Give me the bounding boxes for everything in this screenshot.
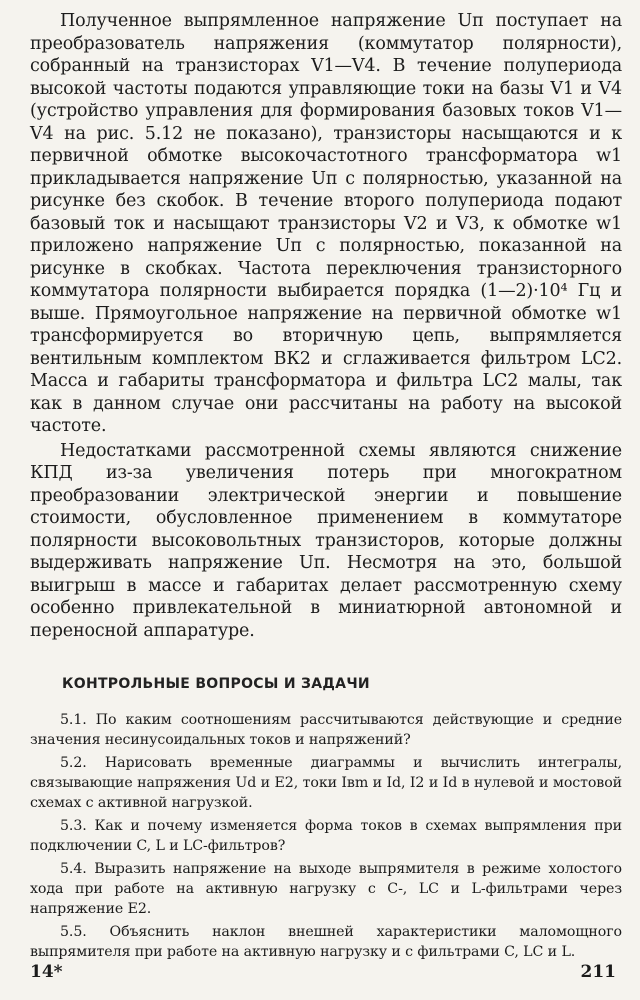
question-item: 5.2. Нарисовать временные диаграммы и вычислить интегралы, связывающие напряжения Ud и E2, токи Iвm и Id, I2 и Id в нулевой и мостовой схемах с активной нагрузкой. — [30, 755, 622, 811]
question-item: 5.3. Как и почему изменяется форма токов в схемах выпрямления при подключении C, L и LC-фильтров? — [30, 818, 622, 854]
paragraph-disadvantages: Недостатками рассмотренной схемы являются снижение КПД из-за увеличения потерь при многократном преобразовании электрической энергии и повышение стоимости, обусловленное применением в коммутаторе полярности высоковольтных транзисторов, которые должны выдерживать напряжение Uп. Несмотря на это, большой выигрыш в массе и габаритах делает рассмотренную схему особенно привлекательной в миниатюрной автономной и переносной аппаратуре. — [30, 440, 622, 641]
questions-list — [30, 710, 622, 962]
main-text — [30, 10, 622, 642]
question-item: 5.1. По каким соотношениям рассчитываются действующие и средние значения несинусоидальных токов и напряжений? — [30, 712, 622, 748]
question-item: 5.5. Объяснить наклон внешней характеристики маломощного выпрямителя при работе на активную нагрузку и с фильтрами C, LC и L. — [30, 924, 622, 960]
sheet-signature: 14* — [30, 962, 63, 982]
paragraph-converter-operation: Полученное выпрямленное напряжение Uп поступает на преобразователь напряжения (коммутатор полярности), собранный на транзисторах V1—V4. В течение полупериода высокой частоты подаются управляющие токи на базы V1 и V4 (устройство управления для формирования базовых токов V1—V4 на рис. 5.12 не показано), транзисторы насыщаются и к первичной обмотке высокочастотного трансформатора w1 прикладывается напряжение Uп с полярностью, указанной на рисунке без скобок. В течение второго полупериода подают базовый ток и насыщают транзисторы V2 и V3, к обмотке w1 приложено напряжение Uп с полярностью, показанной на рисунке в скобках. Частота переключения транзисторного коммутатора полярности выбирается порядка (1—2)·10⁴ Гц и выше. Прямоугольное напряжение на первичной обмотке w1 трансформируется во вторичную цепь, выпрямляется вентильным комплектом ВК2 и сглаживается фильтром LC2. Масса и габариты трансформатора и фильтра LC2 малы, так как в данном случае они рассчитаны на работу на высокой частоте. — [30, 11, 622, 436]
question-item: 5.4. Выразить напряжение на выходе выпрямителя в режиме холостого хода при работе на активную нагрузку с C-, LC и L-фильтрами через напряжение E2. — [30, 861, 622, 917]
page-footer — [30, 962, 616, 982]
page-number: 211 — [580, 962, 616, 982]
section-heading: КОНТРОЛЬНЫЕ ВОПРОСЫ И ЗАДАЧИ — [62, 676, 370, 692]
